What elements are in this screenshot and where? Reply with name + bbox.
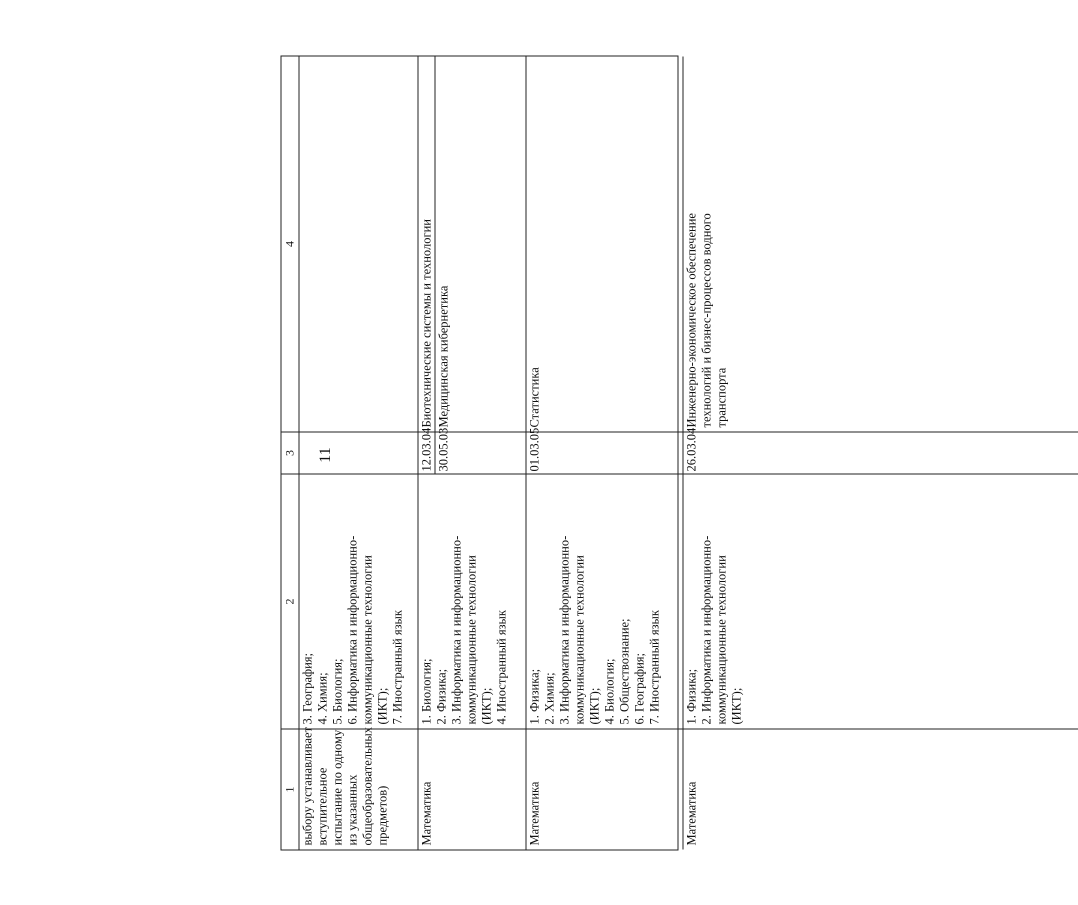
subject-item: (ИКТ); (729, 687, 743, 724)
subject-item: (ИКТ); (375, 687, 389, 724)
subject-item: 5. Обществознание; (617, 617, 631, 724)
subject-item: 2. Информатика и информационно- (699, 535, 713, 724)
cell-text-line: Математика (419, 781, 433, 845)
subjects-cell (299, 474, 417, 729)
subject-item: коммуникационные технологии (464, 554, 478, 724)
code-cell (299, 432, 417, 474)
exam-subject-cell (526, 729, 682, 849)
subject-item: коммуникационные технологии (572, 554, 586, 724)
program-name: Биотехнические системы и технологии (418, 56, 435, 431)
subject-item: 4. Химия; (315, 671, 329, 724)
program-cell (299, 56, 417, 432)
subject-item: 6. Информатика и информационно- (345, 535, 359, 724)
cell-text-line: предметов) (375, 785, 389, 845)
subject-item: 2. Химия; (542, 671, 556, 724)
subject-item: 1. Физика; (527, 668, 541, 724)
subject-item: 7. Иностранный язык (390, 609, 404, 724)
program-code: 26.03.04 (684, 427, 698, 471)
program-name: Инженерно-экономическое обеспечение (684, 212, 698, 427)
exam-note-cell (299, 726, 417, 849)
program-name: Статистика (527, 366, 541, 427)
table-header-row (281, 56, 298, 849)
cell-text-line: вступительное (315, 767, 329, 845)
subject-item: 3. Информатика и информационно- (557, 535, 571, 724)
cell-text-line: Математика (527, 781, 541, 845)
code-cell (526, 427, 682, 474)
program-cell (683, 56, 1078, 432)
program-code: 01.03.05 (527, 427, 541, 471)
program-cell (418, 56, 525, 432)
subject-item: 3. Информатика и информационно- (449, 535, 463, 724)
program-code: 12.03.04 (419, 427, 433, 471)
subject-item: 2. Физика; (434, 668, 448, 724)
cell-text-line: выбору устанавливает (300, 726, 314, 845)
exam-subject-cell (683, 729, 1078, 849)
exam-subject-cell (418, 729, 525, 849)
subjects-cell (526, 474, 682, 729)
header-cell-1: 1 (282, 786, 296, 792)
subjects-cell (683, 474, 1078, 729)
header-cell-3: 3 (281, 432, 298, 474)
subject-item: 1. Физика; (684, 668, 698, 724)
subjects-cell (418, 474, 525, 729)
subject-item: 5. Биология; (330, 658, 344, 724)
header-cell-4: 4 (281, 56, 298, 432)
code-cell (683, 427, 1078, 474)
table-row (525, 56, 682, 849)
cell-text-line: общеобразовательных (360, 726, 374, 845)
table-row (298, 56, 417, 849)
header-cell-2: 2 (281, 474, 298, 729)
cell-text-line: испытание по одному (330, 729, 344, 845)
code-cell (418, 427, 525, 474)
program-cell (526, 56, 682, 432)
program-name: технологий и бизнес-процессов водного (699, 212, 713, 427)
subject-item: (ИКТ); (479, 687, 493, 724)
subject-item: 4. Иностранный язык (494, 609, 508, 724)
subject-item: 4. Биология; (602, 658, 616, 724)
page-number: 11 (317, 447, 334, 463)
subject-item: коммуникационные технологии (360, 554, 374, 724)
subject-item: коммуникационные технологии (714, 554, 728, 724)
program-code: 30.05.03 (436, 427, 450, 471)
subject-item: 1. Биология; (419, 658, 433, 724)
program-name: транспорта (714, 367, 728, 427)
admission-requirements-table (280, 55, 743, 850)
cell-text-line: Математика (684, 781, 698, 845)
cell-text-line: из указанных (345, 774, 359, 845)
subject-item: 7. Иностранный язык (647, 609, 661, 724)
table-row (417, 56, 525, 849)
subject-item: 6. География; (632, 652, 646, 724)
table-row (682, 56, 1078, 849)
subject-item: 3. География; (300, 652, 314, 724)
program-name: Медицинская кибернетика (436, 285, 450, 427)
subject-item: (ИКТ); (587, 687, 601, 724)
